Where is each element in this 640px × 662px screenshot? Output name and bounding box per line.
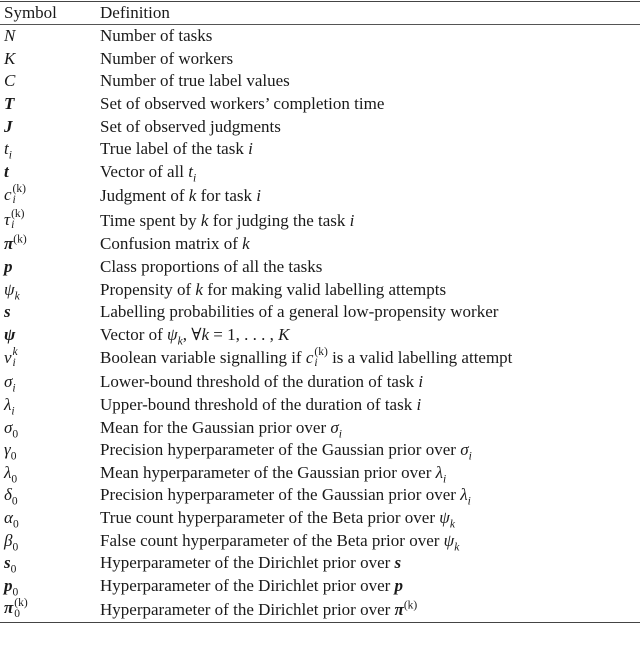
symbol-cell (0, 439, 100, 462)
definition-cell (100, 371, 640, 394)
math-superscript: (k) (314, 345, 328, 358)
symbol: ψ (4, 324, 16, 344)
symbol-subscript: i (11, 405, 15, 418)
header-symbol: Symbol (0, 2, 100, 25)
table-row (0, 394, 640, 417)
definition-cell (100, 394, 640, 417)
symbol-superscript: (k) (11, 207, 25, 220)
symbol-cell (0, 371, 100, 394)
symbol: π (4, 598, 14, 618)
symbol-cell (0, 161, 100, 184)
symbol-cell (0, 301, 100, 324)
definition-cell (100, 324, 640, 347)
table-row (0, 484, 640, 507)
symbol: λ (4, 395, 12, 415)
definition-cell (100, 416, 640, 439)
symbol: t (4, 139, 9, 159)
table-row (0, 462, 640, 485)
symbol: K (4, 48, 16, 68)
math-subscript: i (468, 450, 472, 463)
symbol-cell (0, 394, 100, 417)
definition-text: Upper-bound threshold of the duration of task (100, 395, 417, 415)
math-var: i (256, 185, 262, 205)
symbol-subscript: 0 (11, 495, 18, 508)
definition-cell (100, 484, 640, 507)
symbol: α (4, 507, 13, 527)
math-subscript: i (314, 356, 318, 369)
definition-text: for making valid labelling attempts (202, 279, 447, 299)
definition-text: Time spent by (100, 210, 201, 230)
definition-cell (100, 138, 640, 161)
symbol-cell (0, 138, 100, 161)
symbol-subscript: 0 (12, 518, 19, 531)
table-row (0, 597, 640, 623)
table-row (0, 301, 640, 324)
table-row (0, 507, 640, 530)
math-superscript: (k) (403, 598, 418, 611)
symbol-cell (0, 507, 100, 530)
math-subscript: i (338, 428, 342, 440)
table-row (0, 48, 640, 71)
definition-text: Confusion matrix of (100, 234, 243, 254)
symbol-subscript: k (14, 290, 20, 303)
math-var: σ (460, 440, 469, 460)
definition-cell: Number of tasks (100, 26, 213, 46)
symbol-subscript: i (12, 356, 16, 369)
definition-cell: Number of workers (100, 48, 234, 68)
definition-text: True count hyperparameter of the Beta prior over (100, 507, 440, 527)
table-row (0, 70, 640, 93)
math-var: p (394, 575, 404, 595)
definition-cell (100, 208, 640, 233)
definition-cell (100, 233, 640, 256)
definition-cell (100, 597, 640, 623)
table-row (0, 416, 640, 439)
definition-cell: Set of observed workers’ completion time (100, 94, 385, 114)
math-text: = 1, . . . , (209, 324, 279, 344)
symbol-cell (0, 574, 100, 597)
symbol: T (4, 94, 15, 114)
definition-text: Hyperparameter of the Dirichlet prior over (100, 599, 395, 619)
symbol-cell (0, 278, 100, 301)
symbol-subscript: 0 (10, 450, 17, 463)
symbol-cell (0, 183, 100, 208)
notation-table-container (0, 1, 640, 662)
math-var: K (278, 324, 290, 344)
definition-cell (100, 439, 640, 462)
table-row (0, 138, 640, 161)
table-row (0, 552, 640, 575)
table-row (0, 371, 640, 394)
math-var: k (188, 185, 197, 205)
symbol-subscript: i (12, 193, 16, 206)
symbol: ψ (4, 279, 15, 299)
table-row (0, 183, 640, 208)
definition-text: Judgment of (100, 185, 189, 205)
math-subscript: k (449, 518, 455, 531)
symbol: v (4, 347, 12, 367)
symbol-subscript: 0 (12, 586, 19, 599)
symbol: π (4, 234, 14, 254)
definition-text: is a valid labelling attempt (327, 347, 513, 367)
math-var: i (349, 210, 355, 230)
definition-text: Boolean variable signalling if (100, 347, 306, 367)
symbol-subscript: 0 (14, 607, 21, 620)
symbol-cell (0, 233, 100, 256)
table-row (0, 208, 640, 233)
symbol: λ (4, 462, 12, 482)
symbol: γ (4, 440, 11, 460)
symbol-cell (0, 48, 100, 71)
math-subscript: i (443, 473, 447, 486)
symbol-cell (0, 25, 100, 48)
math-var: c (305, 347, 314, 367)
table-row (0, 574, 640, 597)
definition-cell (100, 529, 640, 552)
math-var: k (201, 324, 210, 344)
symbol-cell (0, 115, 100, 138)
math-var: k (195, 279, 203, 299)
symbol-cell (0, 416, 100, 439)
symbol: c (4, 184, 12, 204)
math-var: ψ (439, 507, 450, 527)
table-row (0, 115, 640, 138)
table-row (0, 233, 640, 256)
math-var: λ (435, 462, 443, 482)
definition-cell (100, 462, 640, 485)
definition-cell (100, 552, 640, 575)
table-row (0, 324, 640, 347)
definition-text: False count hyperparameter of the Beta prior over (100, 530, 444, 550)
symbol: τ (4, 209, 11, 229)
definition-cell (100, 278, 640, 301)
symbol-cell (0, 597, 100, 623)
math-subscript: k (454, 540, 460, 553)
table-row (0, 278, 640, 301)
math-var: k (242, 234, 250, 254)
definition-cell: Labelling probabilities of a general low-propensity worker (100, 302, 499, 322)
table-row (0, 439, 640, 462)
symbol-subscript: 0 (11, 473, 18, 486)
table-row (0, 25, 640, 48)
symbol-subscript: i (12, 382, 16, 395)
definition-text: Hyperparameter of the Dirichlet prior over (100, 575, 395, 595)
symbol-superscript: (k) (14, 596, 28, 609)
math-var: ψ (443, 530, 455, 550)
math-subscript: k (177, 335, 183, 348)
definition-text: Precision hyperparameter of the Gaussian prior over (100, 485, 461, 505)
symbol-cell (0, 462, 100, 485)
symbol-subscript: i (11, 218, 15, 231)
table-row (0, 93, 640, 116)
definition-cell (100, 346, 640, 371)
symbol: J (4, 116, 13, 136)
definition-text: Hyperparameter of the Dirichlet prior over (100, 553, 395, 573)
definition-text: Lower-bound threshold of the duration of task (100, 372, 419, 392)
symbol: s (4, 553, 11, 573)
symbol: δ (4, 485, 12, 505)
definition-text: Vector of (100, 324, 168, 344)
symbol-cell (0, 208, 100, 233)
notation-table (0, 1, 640, 623)
math-subscript: i (193, 172, 197, 185)
symbol-cell (0, 529, 100, 552)
symbol-cell (0, 70, 100, 93)
math-var: σ (330, 417, 339, 437)
definition-text: True label of the task (100, 139, 249, 159)
symbol-subscript: i (8, 149, 12, 162)
symbol: p (4, 575, 13, 595)
math-var: λ (460, 485, 468, 505)
table-row (0, 346, 640, 371)
definition-text: Precision hyperparameter of the Gaussian prior over (100, 440, 461, 460)
symbol: s (4, 302, 11, 322)
definition-text: Mean for the Gaussian prior over (100, 417, 331, 437)
symbol: C (4, 71, 16, 91)
symbol-superscript: (k) (13, 233, 27, 246)
math-text: , ∀ (182, 324, 202, 344)
definition-cell: Class proportions of all the tasks (100, 257, 323, 277)
symbol-cell (0, 93, 100, 116)
symbol: β (4, 530, 13, 550)
symbol-superscript: k (12, 345, 18, 358)
definition-text: Propensity of (100, 279, 196, 299)
definition-text: for judging the task (208, 210, 350, 230)
definition-text: for task (196, 185, 257, 205)
symbol-superscript: (k) (12, 182, 26, 195)
header-row (0, 2, 640, 25)
symbol: σ (4, 372, 13, 392)
definition-cell (100, 574, 640, 597)
symbol-subscript: 0 (10, 563, 17, 576)
definition-cell (100, 161, 640, 184)
symbol-cell (0, 324, 100, 347)
symbol: σ (4, 417, 13, 437)
math-var: k (200, 210, 209, 230)
symbol-cell (0, 484, 100, 507)
table-row (0, 161, 640, 184)
symbol-cell (0, 256, 100, 279)
symbol-cell (0, 346, 100, 371)
definition-cell: Number of true label values (100, 71, 290, 91)
table-row (0, 256, 640, 279)
math-var: i (248, 139, 253, 159)
math-var: i (418, 372, 424, 392)
header-definition: Definition (100, 2, 640, 25)
math-var: ψ (167, 324, 178, 344)
definition-text: Vector of all (100, 161, 189, 181)
math-subscript: i (467, 495, 471, 508)
symbol: t (4, 161, 9, 181)
definition-cell (100, 183, 640, 208)
symbol: p (4, 257, 13, 277)
symbol-cell (0, 552, 100, 575)
definition-text: Mean hyperparameter of the Gaussian prior over (100, 462, 436, 482)
definition-cell (100, 507, 640, 530)
math-var: i (416, 395, 422, 415)
symbol-subscript: 0 (12, 428, 19, 440)
table-row (0, 529, 640, 552)
math-var: t (188, 161, 194, 181)
math-var: π (394, 599, 404, 619)
symbol: N (4, 26, 16, 46)
symbol-subscript: 0 (12, 540, 19, 553)
definition-cell: Set of observed judgments (100, 116, 281, 136)
math-var: s (394, 553, 402, 573)
